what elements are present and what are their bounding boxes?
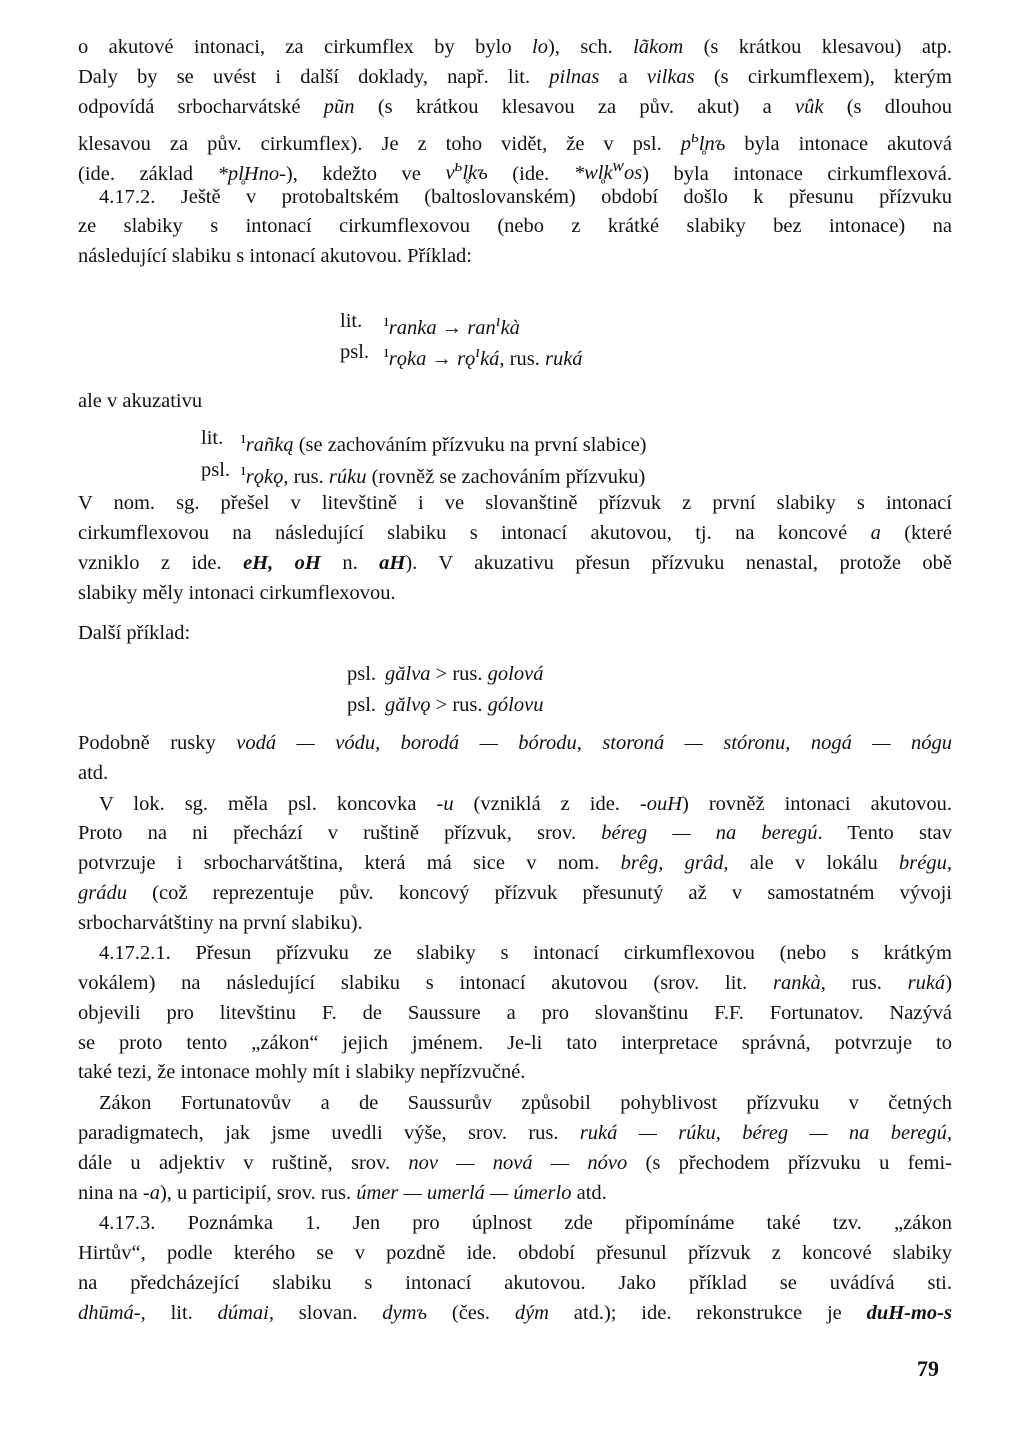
- paragraph-3-line: objevili pro litevštinu F. de Saussure a pro slovanštinu F.F. Fortunatov. Nazývá: [78, 1001, 952, 1024]
- paragraph-3-line: dhūmá-, lit. dúmai, slovan. dymъ (čes. dým atd.); ide. rekonstrukce je duH-mo-s: [78, 1301, 952, 1324]
- example-2-form: $^ı$rañką (se zachováním přízvuku na první slabice): [241, 428, 647, 456]
- paragraph-2-line: cirkumflexovou na následující slabiku s intonací akutovou, tj. na koncové a (které: [78, 522, 952, 544]
- paragraph-1-line: (ide. základ *pl̥Hno-), kdežto ve $v^ьl̥kъ$ (ide. $*wl̥k^wos$) byla intonace cirkumflexová.: [78, 156, 952, 185]
- paragraph-3-line: V lok. sg. měla psl. koncovka -u (vzniklá z ide. -ouH) rovněž intonaci akutovou.: [99, 792, 952, 815]
- paragraph-3-line: také tezi, že intonace mohly mít i slabiky nepřízvučné.: [78, 1061, 526, 1084]
- paragraph-3-line: potvrzuje i srbocharvátština, která má sice v nom. brêg, grâd, ale v lokálu brégu,: [78, 852, 952, 875]
- example-3-form: gălvǫ > rus. gólovu: [385, 694, 544, 716]
- paragraph-1-line: ze slabiky s intonací cirkumflexovou (nebo z krátké slabiky bez intonace) na: [78, 215, 952, 238]
- paragraph-2-line: slabiky měly intonaci cirkumflexovou.: [78, 582, 396, 604]
- paragraph-3-line: vokálem) na následující slabiku s intonací akutovou (srov. lit. rankà, rus. ruká): [78, 971, 953, 994]
- paragraph-2-line: vzniklo z ide. eH, oH n. aH). V akuzativu přesun přízvuku nenastal, protože obě: [78, 552, 952, 574]
- example-3-form: gălva > rus. golová: [385, 663, 544, 685]
- paragraph-1-line: o akutové intonaci, za cirkumflex by bylo lo), sch. lãkom (s krátkou klesavou) atp.: [78, 36, 953, 58]
- page-number: 79: [917, 1356, 939, 1381]
- example-3-lang: psl.: [347, 694, 377, 716]
- paragraph-3-line: Hirtův“, podle kterého se v pozdně ide. období přesunul přízvuk z koncové slabiky: [78, 1242, 952, 1265]
- example-3-lang: psl.: [347, 663, 377, 685]
- paragraph-3-line: grádu (což reprezentuje pův. koncový přízvuk přesunutý až v samostatném vývoji: [78, 881, 952, 904]
- example-2-form: $^ı$rǫkǫ, rus. rúku (rovněž se zachováním přízvuku): [241, 460, 646, 488]
- paragraph-2-line: V nom. sg. přešel v litevštině i ve slovanštině přízvuk z první slabiky s intonací: [78, 492, 952, 514]
- paragraph-3-line: se proto tento „zákon“ jejich jménem. Je-li tato interpretace správná, potvrzuje to: [78, 1031, 952, 1054]
- example-2-lang: psl.: [201, 459, 231, 481]
- example-1-form: $^ı$rǫka → $rǫ^ıká$, rus. ruká: [384, 342, 583, 370]
- paragraph-3-line: nina na -a), u participií, srov. rus. úmer — umerlá — úmerlo atd.: [78, 1181, 607, 1204]
- example-1-lang: lit.: [340, 310, 363, 332]
- paragraph-2-line: Další příklad:: [78, 622, 191, 644]
- paragraph-1-line: odpovídá srbocharvátské pũn (s krátkou klesavou za pův. akut) a vûk (s dlouhou: [78, 95, 952, 118]
- paragraph-3-line: srbocharvátštiny na první slabiku).: [78, 911, 363, 934]
- paragraph-3-line: na předcházející slabiku s intonací akutovou. Jako příklad se uvádívá sti.: [78, 1271, 952, 1294]
- paragraph-3-line: dále u adjektiv v ruštině, srov. nov — nová — nóvo (s přechodem přízvuku u femi-: [78, 1151, 952, 1174]
- paragraph-3-line: paradigmatech, jak jsme uvedli výše, srov. rus. ruká — rúku, béreg — na beregú,: [78, 1122, 952, 1145]
- paragraph-3-line: Zákon Fortunatovův a de Saussurův způsobil pohyblivost přízvuku v četných: [99, 1092, 952, 1115]
- paragraph-3-line: 4.17.2.1. Přesun přízvuku ze slabiky s intonací cirkumflexovou (nebo s krátkým: [99, 942, 952, 965]
- paragraph-1-line: klesavou za pův. cirkumflex). Je z toho vidět, že v psl. $p^ьl̥nъ$ byla intonace akutová: [78, 126, 952, 155]
- paragraph-3-line: Proto na ni přechází v ruštině přízvuk, srov. béreg — na beregú. Tento stav: [78, 822, 952, 845]
- paragraph-3-line: 4.17.3. Poznámka 1. Jen pro úplnost zde připomínáme také tzv. „zákon: [99, 1212, 952, 1235]
- example-2-lang: lit.: [201, 427, 224, 449]
- example-1-form: $^ı$ranka → ran$^ı$kà: [384, 311, 520, 339]
- paragraph-1-line: 4.17.2. Ještě v protobaltském (baltoslovanském) období došlo k přesunu přízvuku: [99, 185, 952, 208]
- paragraph-3-line: Podobně rusky vodá — vódu, borodá — bórodu, storoná — stóronu, nogá — nógu: [78, 732, 952, 754]
- paragraph-3-line: atd.: [78, 761, 109, 784]
- paragraph-1-line: následující slabiku s intonací akutovou. Příklad:: [78, 245, 472, 268]
- example-1-lang: psl.: [340, 341, 370, 363]
- paragraph-1-line: Daly by se uvést i další doklady, např. lit. pilnas a vilkas (s cirkumflexem), kterým: [78, 65, 952, 88]
- ale-label: ale v akuzativu: [78, 390, 203, 412]
